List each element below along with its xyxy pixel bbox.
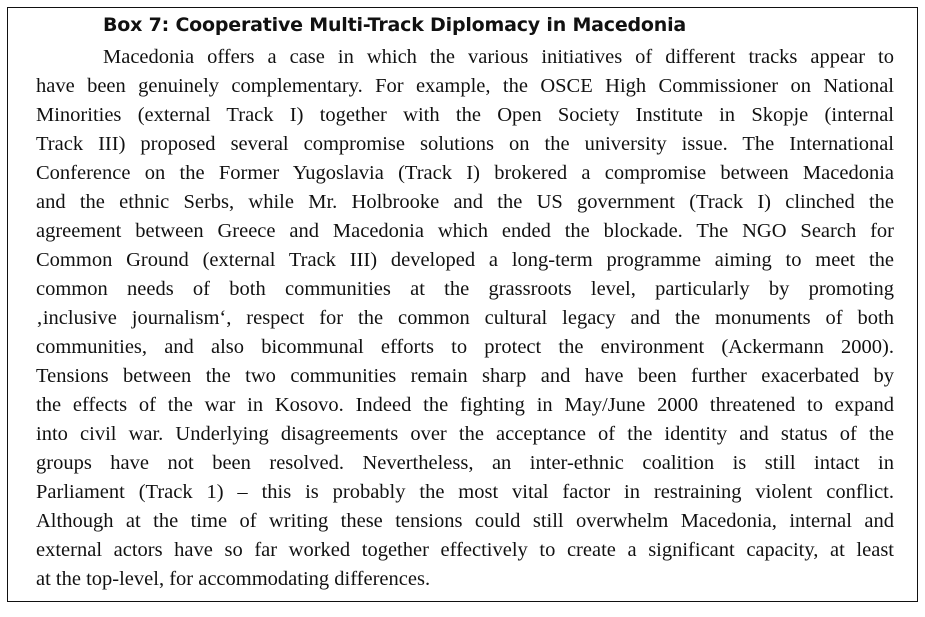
paragraph-line: Parliament (Track 1) – this is probably the most vital factor in restraining violent conflict.	[36, 481, 894, 503]
paragraph-line: Minorities (external Track I) together with the Open Society Institute in Skopje (internal	[36, 104, 894, 126]
paragraph-line: common needs of both communities at the grassroots level, particularly by promoting	[36, 278, 894, 300]
paragraph-line: Tensions between the two communities remain sharp and have been further exacerbated by	[36, 365, 894, 387]
paragraph-line: ‚inclusive journalism‘, respect for the common cultural legacy and the monuments of both	[36, 307, 894, 329]
paragraph-line: Conference on the Former Yugoslavia (Track I) brokered a compromise between Macedonia	[36, 162, 894, 184]
paragraph-line: groups have not been resolved. Nevertheless, an inter-ethnic coalition is still intact in	[36, 452, 894, 474]
paragraph-line: Track III) proposed several compromise solutions on the university issue. The International	[36, 133, 894, 155]
paragraph-line: agreement between Greece and Macedonia which ended the blockade. The NGO Search for	[36, 220, 894, 242]
box-title: Box 7: Cooperative Multi-Track Diplomacy in Macedonia	[103, 14, 687, 36]
paragraph-line: into civil war. Underlying disagreements over the acceptance of the identity and status of the	[36, 423, 894, 445]
paragraph-line: Although at the time of writing these tensions could still overwhelm Macedonia, internal and	[36, 510, 894, 532]
box-7-frame	[7, 7, 918, 602]
paragraph-line: have been genuinely complementary. For example, the OSCE High Commissioner on National	[36, 75, 894, 97]
paragraph-line-last: at the top-level, for accommodating differences.	[36, 568, 431, 590]
paragraph-line: external actors have so far worked together effectively to create a significant capacity, at least	[36, 539, 894, 561]
paragraph-line: the effects of the war in Kosovo. Indeed the fighting in May/June 2000 threatened to expand	[36, 394, 894, 416]
paragraph-line: communities, and also bicommunal efforts to protect the environment (Ackermann 2000).	[36, 336, 894, 358]
paragraph-line: Macedonia offers a case in which the various initiatives of different tracks appear to	[103, 46, 894, 68]
paragraph-line: and the ethnic Serbs, while Mr. Holbrooke and the US government (Track I) clinched the	[36, 191, 894, 213]
paragraph-line: Common Ground (external Track III) developed a long-term programme aiming to meet the	[36, 249, 894, 271]
